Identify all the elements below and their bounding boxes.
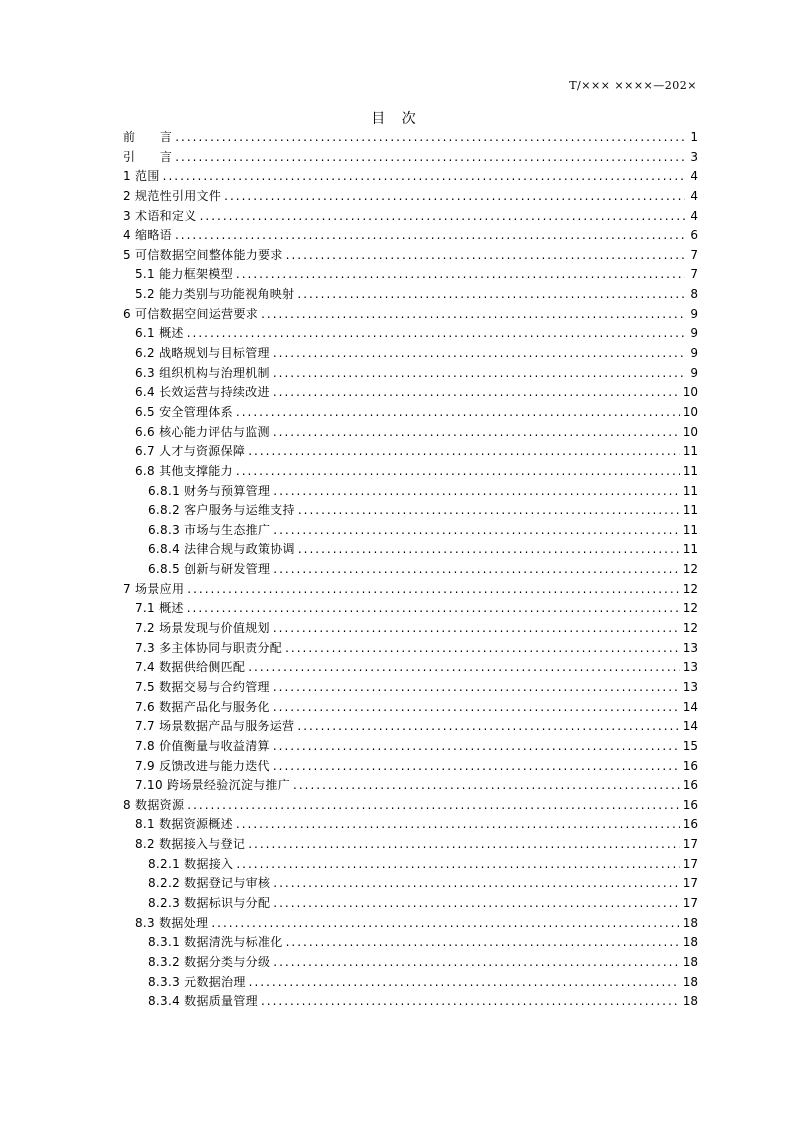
- toc-entry[interactable]: [123, 462, 698, 482]
- toc-entry[interactable]: [123, 540, 698, 560]
- toc-entry-page: 13: [682, 679, 698, 694]
- toc-leader-dots: [248, 442, 680, 462]
- toc-leader-dots: [175, 128, 685, 148]
- toc-entry-label: 引 言: [123, 149, 173, 164]
- toc-leader-dots: [236, 855, 679, 875]
- toc-entry-page: 18: [682, 935, 698, 950]
- toc-entry-page: 6: [690, 228, 698, 243]
- toc-entry[interactable]: [123, 148, 698, 168]
- toc-entry-label: 6.8.1 财务与预算管理: [148, 483, 271, 498]
- toc-leader-dots: [285, 639, 680, 659]
- toc-leader-dots: [273, 953, 679, 973]
- toc-entry[interactable]: [123, 423, 698, 443]
- toc-leader-dots: [273, 678, 680, 698]
- toc-entry-page: 11: [682, 463, 698, 478]
- toc-entry-label: 6.8 其他支撑能力: [135, 463, 233, 478]
- toc-entry[interactable]: [123, 874, 698, 894]
- toc-entry-label: 8.3.2 数据分类与分级: [148, 954, 271, 969]
- toc-entry[interactable]: [123, 226, 698, 246]
- toc-entry-label: 7.8 价值衡量与收益清算: [135, 738, 270, 753]
- toc-leader-dots: [273, 757, 680, 777]
- toc-entry-page: 14: [682, 719, 698, 734]
- document-code: T/××× ××××—202×: [569, 79, 697, 92]
- toc-entry-page: 16: [682, 758, 698, 773]
- toc-leader-dots: [248, 835, 680, 855]
- toc-entry-label: 5.1 能力框架模型: [135, 267, 233, 282]
- toc-entry[interactable]: [123, 953, 698, 973]
- toc-entry-page: 1: [690, 130, 698, 144]
- toc-entry[interactable]: [123, 128, 698, 148]
- toc-entry-label: 6.1 概述: [135, 326, 184, 341]
- toc-leader-dots: [273, 874, 679, 894]
- toc-entry[interactable]: [123, 973, 698, 993]
- toc-entry-label: 1 范围: [123, 169, 160, 184]
- toc-entry[interactable]: [123, 914, 698, 934]
- table-of-contents: [123, 128, 698, 1012]
- toc-entry-page: 11: [682, 503, 698, 518]
- toc-entry[interactable]: [123, 501, 698, 521]
- toc-entry-label: 6.5 安全管理体系: [135, 404, 233, 419]
- toc-leader-dots: [273, 482, 679, 502]
- toc-leader-dots: [211, 914, 679, 934]
- toc-entry-page: 16: [682, 797, 698, 812]
- toc-entry[interactable]: [123, 403, 698, 423]
- toc-entry[interactable]: [123, 737, 698, 757]
- toc-entry-label: 6.2 战略规划与目标管理: [135, 346, 270, 361]
- toc-entry[interactable]: [123, 521, 698, 541]
- toc-entry-label: 8.3.4 数据质量管理: [148, 994, 258, 1009]
- toc-leader-dots: [273, 364, 685, 384]
- toc-entry-label: 7 场景应用: [123, 581, 185, 596]
- toc-leader-dots: [273, 619, 680, 639]
- toc-entry[interactable]: [123, 324, 698, 344]
- toc-entry-page: 17: [682, 876, 698, 891]
- toc-entry[interactable]: [123, 285, 698, 305]
- toc-entry[interactable]: [123, 207, 698, 227]
- toc-leader-dots: [273, 560, 679, 580]
- toc-entry-page: 16: [682, 778, 698, 793]
- toc-leader-dots: [286, 933, 680, 953]
- toc-entry[interactable]: [123, 658, 698, 678]
- toc-leader-dots: [297, 717, 679, 737]
- toc-entry-page: 3: [690, 149, 698, 164]
- toc-entry-page: 18: [682, 974, 698, 989]
- toc-entry-page: 13: [682, 660, 698, 675]
- toc-entry-page: 7: [690, 247, 698, 262]
- toc-leader-dots: [187, 580, 679, 600]
- toc-title: 目 次: [371, 111, 422, 127]
- toc-entry-label: 5.2 能力类别与功能视角映射: [135, 287, 295, 302]
- toc-entry[interactable]: [123, 933, 698, 953]
- toc-entry-page: 12: [682, 581, 698, 596]
- toc-leader-dots: [248, 658, 680, 678]
- toc-entry-page: 15: [682, 738, 698, 753]
- toc-entry[interactable]: [123, 698, 698, 718]
- toc-entry-page: 17: [682, 856, 698, 871]
- toc-entry-page: 4: [690, 208, 698, 223]
- toc-leader-dots: [273, 521, 679, 541]
- toc-entry[interactable]: [123, 364, 698, 384]
- toc-leader-dots: [273, 698, 680, 718]
- toc-leader-dots: [163, 167, 685, 187]
- toc-entry[interactable]: [123, 560, 698, 580]
- toc-entry[interactable]: [123, 796, 698, 816]
- toc-entry[interactable]: [123, 835, 698, 855]
- toc-entry[interactable]: [123, 855, 698, 875]
- toc-entry-label: 6.3 组织机构与治理机制: [135, 365, 270, 380]
- toc-entry[interactable]: [123, 639, 698, 659]
- toc-entry-label: 6.4 长效运营与持续改进: [135, 385, 270, 400]
- toc-entry-label: 2 规范性引用文件: [123, 188, 222, 203]
- toc-entry-label: 8.2.2 数据登记与审核: [148, 876, 271, 891]
- toc-entry-label: 8.2 数据接入与登记: [135, 837, 246, 852]
- toc-entry-label: 3 术语和定义: [123, 208, 197, 223]
- toc-entry[interactable]: [123, 246, 698, 266]
- toc-entry-page: 10: [682, 424, 698, 439]
- toc-entry-label: 8.3.1 数据清洗与标准化: [148, 935, 283, 950]
- toc-entry-page: 11: [682, 542, 698, 557]
- toc-entry[interactable]: [123, 265, 698, 285]
- toc-entry[interactable]: [123, 383, 698, 403]
- toc-entry-label: 6.8.5 创新与研发管理: [148, 562, 271, 577]
- toc-entry[interactable]: [123, 482, 698, 502]
- toc-leader-dots: [286, 246, 685, 266]
- toc-entry[interactable]: [123, 992, 698, 1012]
- toc-leader-dots: [187, 324, 685, 344]
- toc-leader-dots: [236, 403, 680, 423]
- toc-leader-dots: [236, 462, 680, 482]
- toc-leader-dots: [224, 187, 685, 207]
- toc-entry-page: 12: [682, 562, 698, 577]
- toc-entry-page: 9: [690, 326, 698, 341]
- toc-entry[interactable]: [123, 815, 698, 835]
- toc-entry-label: 7.3 多主体协同与职责分配: [135, 640, 283, 655]
- toc-entry-label: 7.9 反馈改进与能力迭代: [135, 758, 270, 773]
- toc-entry-page: 13: [682, 640, 698, 655]
- toc-leader-dots: [273, 894, 679, 914]
- toc-entry-label: 6.8.2 客户服务与运维支持: [148, 503, 295, 518]
- toc-leader-dots: [273, 737, 680, 757]
- toc-entry-label: 6.7 人才与资源保障: [135, 444, 246, 459]
- toc-leader-dots: [298, 501, 680, 521]
- toc-entry-page: 11: [682, 444, 698, 459]
- toc-entry-page: 14: [682, 699, 698, 714]
- toc-entry-label: 前 言: [123, 130, 173, 144]
- toc-entry-label: 7.6 数据产品化与服务化: [135, 699, 270, 714]
- toc-entry-page: 10: [682, 385, 698, 400]
- toc-entry-page: 9: [690, 365, 698, 380]
- toc-entry-label: 8 数据资源: [123, 797, 185, 812]
- toc-entry-page: 17: [682, 895, 698, 910]
- toc-leader-dots: [187, 796, 679, 816]
- toc-entry[interactable]: [123, 344, 698, 364]
- toc-entry-label: 7.5 数据交易与合约管理: [135, 679, 270, 694]
- toc-leader-dots: [273, 344, 685, 364]
- toc-entry-page: 9: [690, 306, 698, 321]
- toc-leader-dots: [298, 540, 680, 560]
- toc-entry-label: 8.3.3 元数据治理: [148, 974, 246, 989]
- toc-entry-label: 7.7 场景数据产品与服务运营: [135, 719, 295, 734]
- toc-entry-page: 16: [682, 817, 698, 832]
- toc-entry-page: 18: [682, 915, 698, 930]
- toc-entry-label: 4 缩略语: [123, 228, 172, 243]
- toc-entry-page: 11: [682, 483, 698, 498]
- toc-entry-label: 7.4 数据供给侧匹配: [135, 660, 246, 675]
- toc-entry-page: 12: [682, 621, 698, 636]
- toc-leader-dots: [187, 599, 680, 619]
- toc-entry[interactable]: [123, 187, 698, 207]
- toc-entry[interactable]: [123, 717, 698, 737]
- toc-leader-dots: [249, 973, 680, 993]
- toc-entry-label: 6 可信数据空间运营要求: [123, 306, 259, 321]
- toc-entry-page: 17: [682, 837, 698, 852]
- toc-entry-label: 8.1 数据资源概述: [135, 817, 233, 832]
- toc-entry-page: 10: [682, 404, 698, 419]
- toc-entry[interactable]: [123, 678, 698, 698]
- toc-leader-dots: [261, 305, 685, 325]
- toc-entry-label: 6.8.3 市场与生态推广: [148, 522, 271, 537]
- toc-entry-label: 6.6 核心能力评估与监测: [135, 424, 270, 439]
- toc-entry-page: 4: [690, 169, 698, 184]
- toc-entry[interactable]: [123, 305, 698, 325]
- toc-leader-dots: [236, 265, 685, 285]
- toc-entry-page: 4: [690, 188, 698, 203]
- toc-leader-dots: [261, 992, 680, 1012]
- toc-entry[interactable]: [123, 894, 698, 914]
- toc-entry-page: 8: [690, 287, 698, 302]
- toc-entry-page: 11: [682, 522, 698, 537]
- toc-entry[interactable]: [123, 580, 698, 600]
- toc-leader-dots: [200, 207, 685, 227]
- toc-entry[interactable]: [123, 442, 698, 462]
- toc-leader-dots: [273, 383, 680, 403]
- toc-entry-page: 18: [682, 994, 698, 1009]
- toc-entry-page: 7: [690, 267, 698, 282]
- toc-entry-page: 9: [690, 346, 698, 361]
- toc-entry-label: 7.10 跨场景经验沉淀与推广: [135, 778, 291, 793]
- toc-leader-dots: [297, 285, 685, 305]
- toc-entry-label: 6.8.4 法律合规与政策协调: [148, 542, 295, 557]
- toc-entry-label: 7.2 场景发现与价值规划: [135, 621, 270, 636]
- toc-entry-label: 8.3 数据处理: [135, 915, 209, 930]
- toc-leader-dots: [175, 148, 685, 168]
- toc-leader-dots: [273, 423, 680, 443]
- toc-entry-label: 8.2.3 数据标识与分配: [148, 895, 271, 910]
- toc-entry[interactable]: [123, 167, 698, 187]
- toc-entry-label: 8.2.1 数据接入: [148, 856, 234, 871]
- toc-leader-dots: [293, 776, 680, 796]
- toc-entry[interactable]: [123, 619, 698, 639]
- toc-leader-dots: [236, 815, 680, 835]
- toc-entry-page: 18: [682, 954, 698, 969]
- toc-entry[interactable]: [123, 757, 698, 777]
- toc-leader-dots: [175, 226, 685, 246]
- toc-entry-page: 12: [682, 601, 698, 616]
- toc-entry-label: 5 可信数据空间整体能力要求: [123, 247, 283, 262]
- toc-entry[interactable]: [123, 776, 698, 796]
- toc-entry[interactable]: [123, 599, 698, 619]
- toc-entry-label: 7.1 概述: [135, 601, 184, 616]
